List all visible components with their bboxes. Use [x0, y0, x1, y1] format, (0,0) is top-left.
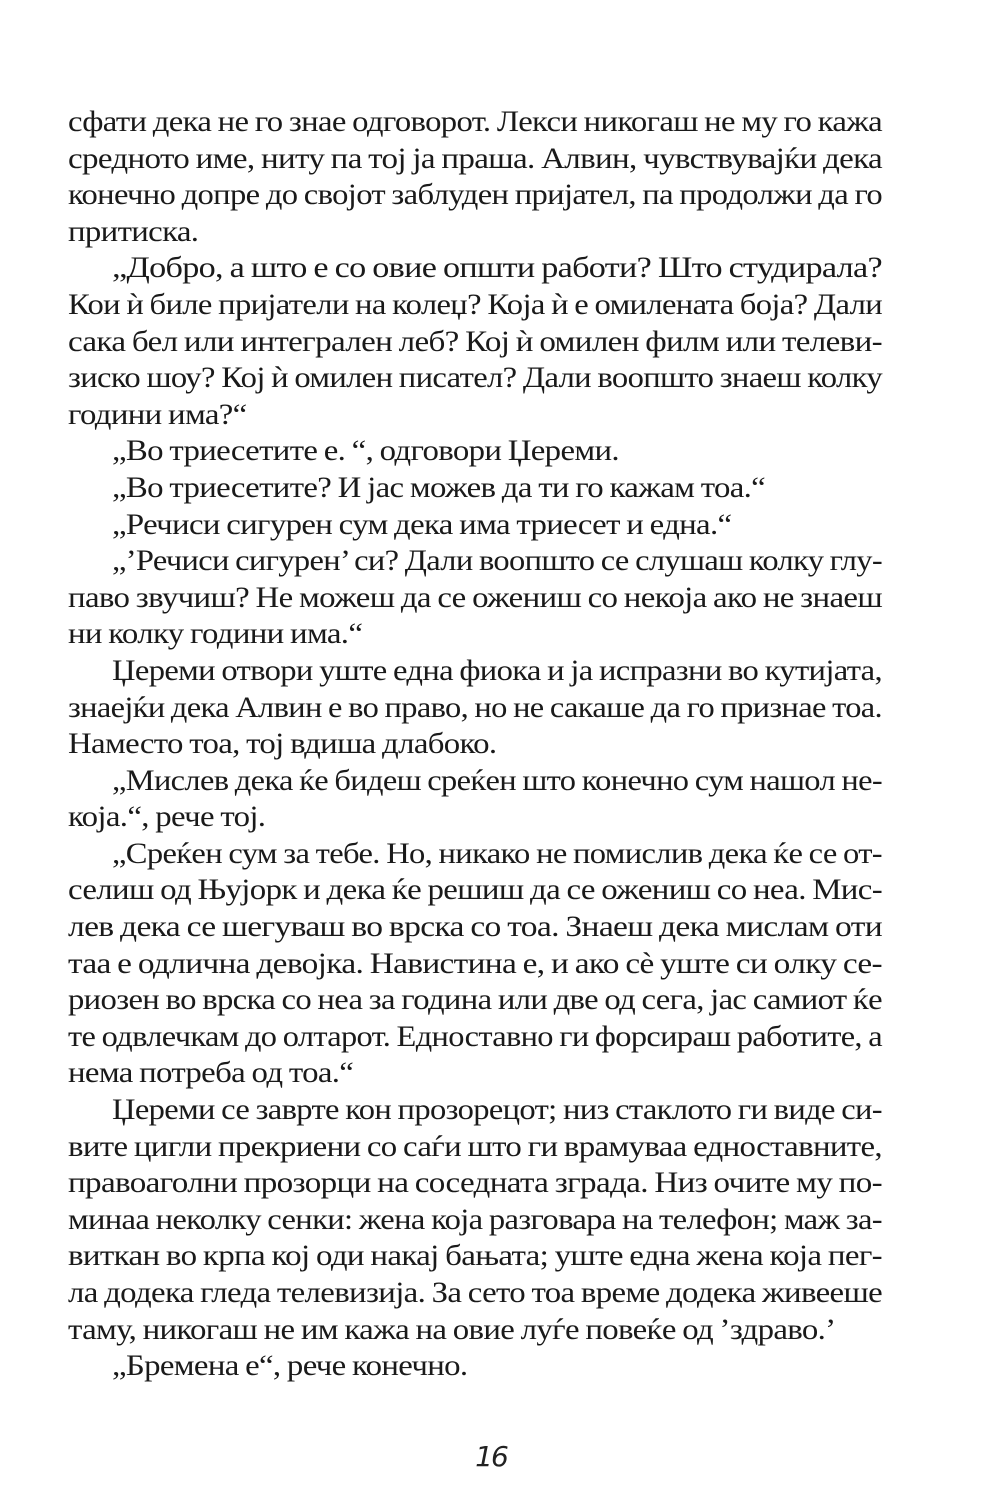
text-line	[68, 1055, 882, 1092]
text-line-content: „Во триесетите? И јас можев да ти го кажам тоа.“	[112, 470, 766, 504]
text-line-content: години има?“	[68, 397, 247, 431]
text-line	[68, 287, 882, 324]
text-line	[68, 946, 882, 983]
text-line-content: паво звучиш? Не можеш да се ожениш со некоја ако не знаеш	[68, 580, 882, 614]
text-line-content: ла додека гледа телевизија. За сето тоа време додека живееше	[68, 1276, 882, 1309]
text-line	[68, 763, 882, 800]
text-line	[68, 1348, 882, 1385]
text-line	[68, 799, 882, 836]
text-line-content: ни колку години има.“	[68, 617, 363, 651]
text-line-content: „Среќен сум за тебе. Но, никако не помислив дека ќе се от-	[112, 836, 882, 870]
text-line-content: правоаголни прозорци на соседната зграда. Низ очите му по-	[68, 1166, 882, 1200]
text-line	[68, 507, 882, 544]
text-line	[68, 214, 882, 251]
text-line-content: знаејќи дека Алвин е во право, но не сакаше да го признае тоа.	[68, 690, 882, 724]
text-line	[68, 177, 882, 214]
text-line-content: притиска.	[68, 214, 199, 248]
text-line-content: „Мислев дека ќе бидеш среќен што конечно сум нашол не-	[112, 763, 882, 797]
text-line-content: зиско шоу? Кој ѝ омилен писател? Дали воопшто знаеш колку	[68, 361, 882, 395]
text-line-content: таа е одлична девојка. Навистина е, и ако сѐ уште си олку се-	[68, 946, 882, 980]
text-line	[68, 1092, 882, 1129]
text-line	[68, 104, 882, 141]
text-line	[68, 360, 882, 397]
text-line-content: минаа неколку сенки: жена која разговара на телефон; маж за-	[68, 1202, 883, 1236]
text-line-content: те одвлечкам до олтарот. Едноставно ги форсираш работите, а	[68, 1019, 882, 1053]
text-line-content: сака бел или интегрален леб? Кој ѝ омилен филм или телеви-	[68, 324, 882, 358]
text-line-content: „’Речиси сигурен’ си? Дали воопшто се слушаш колку глу-	[112, 544, 882, 578]
text-line-content: нема потреба од тоа.“	[68, 1056, 354, 1090]
text-line-content: „Бремена е“, рече конечно.	[112, 1349, 468, 1383]
text-line	[68, 1202, 882, 1239]
text-line	[68, 141, 882, 178]
text-line	[68, 470, 882, 507]
text-line-content: „Речиси сигурен сум дека има триесет и една.“	[112, 507, 732, 541]
text-line	[68, 982, 882, 1019]
text-line	[68, 616, 882, 653]
text-line-content: конечно допре до својот заблуден пријател, па продолжи да го	[68, 178, 882, 212]
text-line	[68, 836, 882, 873]
text-line	[68, 872, 882, 909]
text-line	[68, 397, 882, 434]
text-line	[68, 726, 882, 763]
text-line-content: виткан во крпа кој оди накај бањата; уште една жена која пег-	[68, 1239, 882, 1273]
text-line-content: средното име, ниту па тој ја праша. Алвин, чувствувајќи дека	[68, 141, 883, 175]
text-line	[68, 580, 882, 617]
text-line-content: Џереми се заврте кон прозорецот; низ стаклото ги виде си-	[112, 1093, 882, 1127]
text-line-content: вите цигли прекриени со саѓи што ги врамуваа едноставните,	[68, 1129, 882, 1163]
text-line-content: риозен во врска со неа за година или две од сега, јас самиот ќе	[68, 983, 882, 1017]
text-line	[68, 1312, 882, 1349]
text-line	[68, 543, 882, 580]
text-line-content: лев дека се шегуваш во врска со тоа. Знаеш дека мислам оти	[68, 910, 882, 944]
body-text	[68, 104, 882, 1385]
text-line	[68, 653, 882, 690]
text-line-content: селиш од Њујорк и дека ќе решиш да се ожениш со неа. Мис-	[68, 873, 882, 907]
text-line	[68, 1238, 882, 1275]
text-line-content: која.“, рече тој.	[68, 800, 266, 834]
text-line	[68, 1019, 882, 1056]
text-line	[68, 324, 882, 361]
text-line-content: Џереми отвори уште една фиока и ја испразни во кутијата,	[112, 653, 882, 687]
text-line	[68, 433, 882, 470]
text-line-content: „Добро, а што е со овие општи работи? Што студирала?	[112, 251, 882, 285]
page-number: 16	[475, 1440, 507, 1473]
text-line-content: сфати дека не го знае одговорот. Лекси никогаш не му го кажа	[68, 105, 882, 138]
text-line	[68, 1275, 882, 1312]
text-line	[68, 1165, 882, 1202]
text-line	[68, 909, 882, 946]
text-line-content: „Во триесетите е. “, одговори Џереми.	[112, 434, 619, 468]
text-line	[68, 1129, 882, 1166]
text-line-content: Кои ѝ биле пријатели на колеџ? Која ѝ е омилената боја? Дали	[68, 287, 882, 321]
text-line	[68, 690, 882, 727]
text-line	[68, 250, 882, 287]
text-line-content: Наместо тоа, тој вдиша длабоко.	[68, 727, 497, 761]
text-line-content: таму, никогаш не им кажа на овие луѓе повеќе од ’здраво.’	[68, 1312, 836, 1346]
